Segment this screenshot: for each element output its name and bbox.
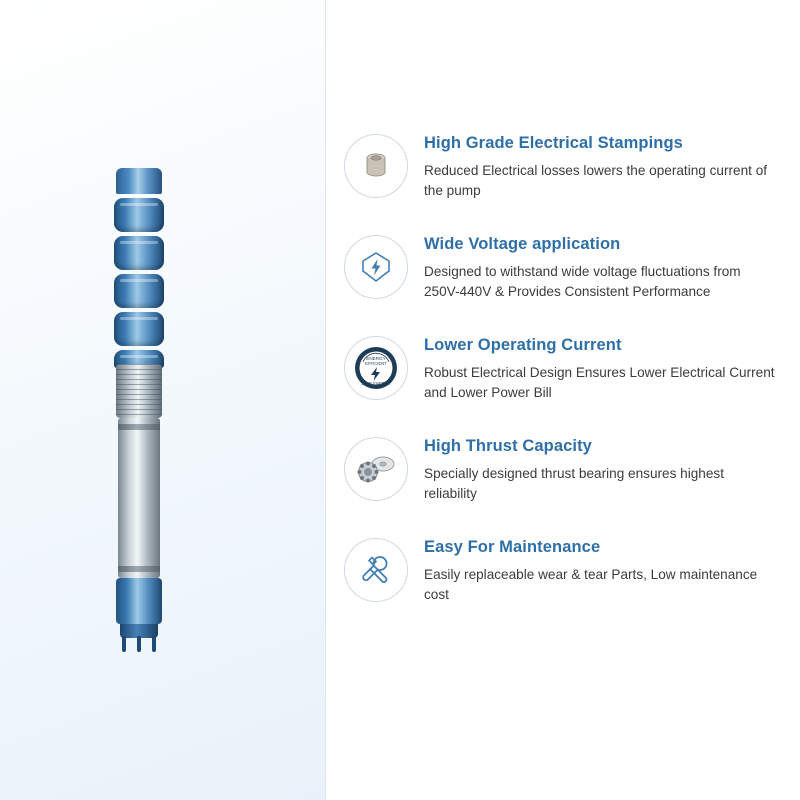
base-leg-3: [152, 636, 156, 652]
pump-suction-strainer: [116, 364, 162, 418]
feature-description: Easily replaceable wear & tear Parts, Low maintenance cost: [424, 566, 758, 602]
feature-list: [326, 0, 800, 800]
feature-text-block: [424, 435, 776, 503]
svg-text:EFFICIENT: EFFICIENT: [365, 361, 387, 366]
feature-item-electrical-stampings: [326, 132, 778, 210]
feature-text-block: [424, 334, 776, 402]
feature-item-easy-maintenance: [326, 536, 778, 614]
pump-stage-2: [114, 236, 164, 270]
submersible-pump-illustration: [104, 168, 174, 638]
feature-item-lower-current: [326, 334, 778, 412]
feature-title: Easy For Maintenance: [424, 538, 601, 556]
base-leg-2: [137, 636, 141, 652]
base-leg-1: [122, 636, 126, 652]
feature-text-block: [424, 132, 776, 200]
pump-discharge-head: [116, 168, 162, 194]
feature-description: Robust Electrical Design Ensures Lower Electrical Current and Lower Power Bill: [424, 364, 775, 400]
thrust-bearing-icon: [344, 437, 408, 501]
energy-efficiency-badge-icon: [344, 336, 408, 400]
motor-band-bottom: [118, 566, 160, 572]
feature-description: Specially designed thrust bearing ensures highest reliability: [424, 465, 725, 501]
voltage-bolt-icon: [344, 235, 408, 299]
feature-description: Designed to withstand wide voltage fluctuations from 250V-440V & Provides Consistent Performance: [424, 263, 741, 299]
pump-stage-4: [114, 312, 164, 346]
electrical-stamping-icon: [344, 134, 408, 198]
feature-title: Wide Voltage application: [424, 235, 621, 253]
feature-text-block: [424, 536, 776, 604]
feature-title: High Grade Electrical Stampings: [424, 134, 683, 152]
pump-stage-3: [114, 274, 164, 308]
feature-item-thrust-capacity: [326, 435, 778, 513]
feature-text-block: [424, 233, 776, 301]
motor-end-cap: [116, 578, 162, 624]
pump-stage-1: [114, 198, 164, 232]
feature-title: High Thrust Capacity: [424, 437, 592, 455]
svg-text:ENERGY: ENERGY: [366, 356, 386, 361]
feature-title: Lower Operating Current: [424, 336, 622, 354]
feature-description: Reduced Electrical losses lowers the operating current of the pump: [424, 162, 768, 198]
pump-motor-body: [118, 418, 160, 578]
product-image-panel: [0, 0, 325, 800]
motor-band-top: [118, 424, 160, 430]
motor-base-legs: [122, 636, 156, 652]
strainer-slots: [116, 364, 162, 418]
svg-text:SAVE ENERGY: SAVE ENERGY: [361, 381, 391, 386]
wrench-screwdriver-icon: [344, 538, 408, 602]
feature-item-wide-voltage: [326, 233, 778, 311]
